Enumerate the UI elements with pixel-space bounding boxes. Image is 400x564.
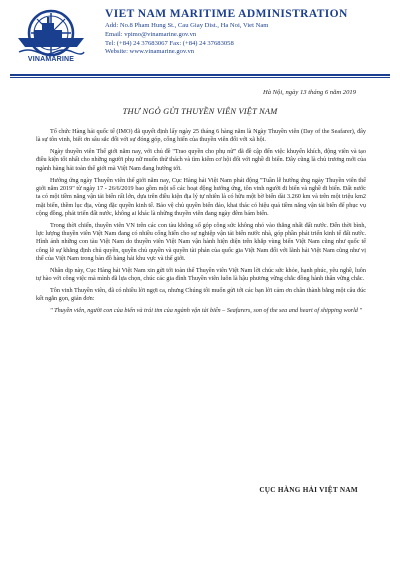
paragraph: Ngày thuyền viên Thế giới năm nay, với chủ đề "Trao quyền cho phụ nữ" đã đề cập đến việc khuyến khích, động viên và tạo điều kiện tốt nhất cho những người phụ nữ muốn thử thách và tìm kiếm cơ hội đối với nghề đi biển. Đây cũng là chủ trương mới của ngành hàng hải toàn thế giới mà Việt Nam đang hướng tới. — [36, 148, 366, 172]
paragraph: Hưởng ứng ngày Thuyền viên thế giới năm nay, Cục Hàng hải Việt Nam phát động "Tuần lễ hướng ứng ngày Thuyền viên thế giới năm 2019" từ ngày 17 - 26/6/2019 bao gồm một số các hoạt động hướng ứng, tôn vinh người đi biển và nghề đi biển. Đất nước ta có một tiềm năng vận tải biển rất lớn, dựa trên điều kiện địa lý tự nhiên là có hữu một bờ biển dài 3.260 km và trên một triệu km2 mặt biển, thềm lục địa, vùng đặc quyền kinh tế. Bảo vệ chủ quyền biển đảo, khai thác có hiệu quả tiềm năng vận tải biển để phục vụ cộng đồng, phát triển đất nước, không ai khác là những thuyền viên đang ngày đêm bám biển. — [36, 176, 366, 217]
closing-quote: " Thuyền viên, người con của biển và trái tim của ngành vận tải biển – Seafarers, son of the sea and heart of shipping world " — [50, 307, 363, 315]
letter-body — [36, 128, 366, 319]
email-line: Email: vpimo@vinamarine.gov.vn — [105, 30, 197, 38]
website-line: Website: www.vinamarine.gov.vn — [105, 48, 195, 56]
header-divider-thin — [10, 77, 390, 78]
header-divider — [10, 74, 390, 76]
phone-fax-line: Tel: (+84) 24 37683067 Fax: (+84) 24 37683058 — [105, 39, 234, 47]
paragraph: Tôn vinh Thuyền viên, đã có nhiều lời ngợi ca, nhưng Chúng tôi muốn gửi tới các bạn lời cảm ơn chân thành bằng một câu đúc kết ngắn gọn, giản đơn: — [36, 287, 366, 303]
paragraph: Trong thời chiến, thuyền viên VN trên các con tàu không số góp công sức không nhỏ vào thắng nhất đất nước. Đến thời bình, lực lượng thuyền viên Việt Nam đang có nhiều cống hiến cho sự nghiệp vận tải biển nước nhà, góp phần phát triển kinh tế đất nước. Hình ảnh những con tàu Việt Nam do thuyền viên Việt Nam vận hành hiện diện trên khắp vùng biển Việt Nam cũng như quốc tế công lẽ sự khẳng định chủ quyền, quyền chủ quyền và quyền tài phán của quốc gia Việt Nam đối với lãnh hải Việt Nam cũng như vị thế của Việt Nam trong bản đồ hàng hải khu vực và thế giới. — [36, 221, 366, 262]
letterhead — [10, 6, 392, 70]
paragraph: Nhân dịp này, Cục Hàng hải Việt Nam xin gửi tới toàn thể Thuyền viên Việt Nam lời chúc sức khỏe, hạnh phúc, yêu nghề, luôn tự hào với công việc mà mình đã lựa chọn, chúc các gia đình Thuyền viên luôn là hậu phương vững chắc đồng hành thân vững chắc. — [36, 266, 366, 283]
address-line: Add: No.8 Pham Hung St., Cau Giay Dist., Ha Noi, Viet Nam — [105, 22, 269, 29]
date-line: Hà Nội, ngày 13 tháng 6 năm 2019 — [262, 89, 356, 96]
letter-title: THƯ NGỎ GỬI THUYỀN VIÊN VIỆT NAM — [122, 107, 278, 116]
paragraph: Tổ chức Hàng hải quốc tế (IMO) đã quyết định lấy ngày 25 tháng 6 hàng năm là Ngày Thuyền viên (Day of the Seafarer), đây là sự tôn vinh, biết ơn sâu sắc đối với sự đóng góp, cống hiến của thuyền viên đối với xã hội. — [36, 128, 366, 144]
brand-name: VINAMARINE — [27, 56, 75, 63]
signature-block: CỤC HÀNG HẢI VIỆT NAM — [259, 486, 358, 494]
organization-name: VIET NAM MARITIME ADMINISTRATION — [105, 8, 348, 20]
contact-block — [105, 22, 395, 57]
